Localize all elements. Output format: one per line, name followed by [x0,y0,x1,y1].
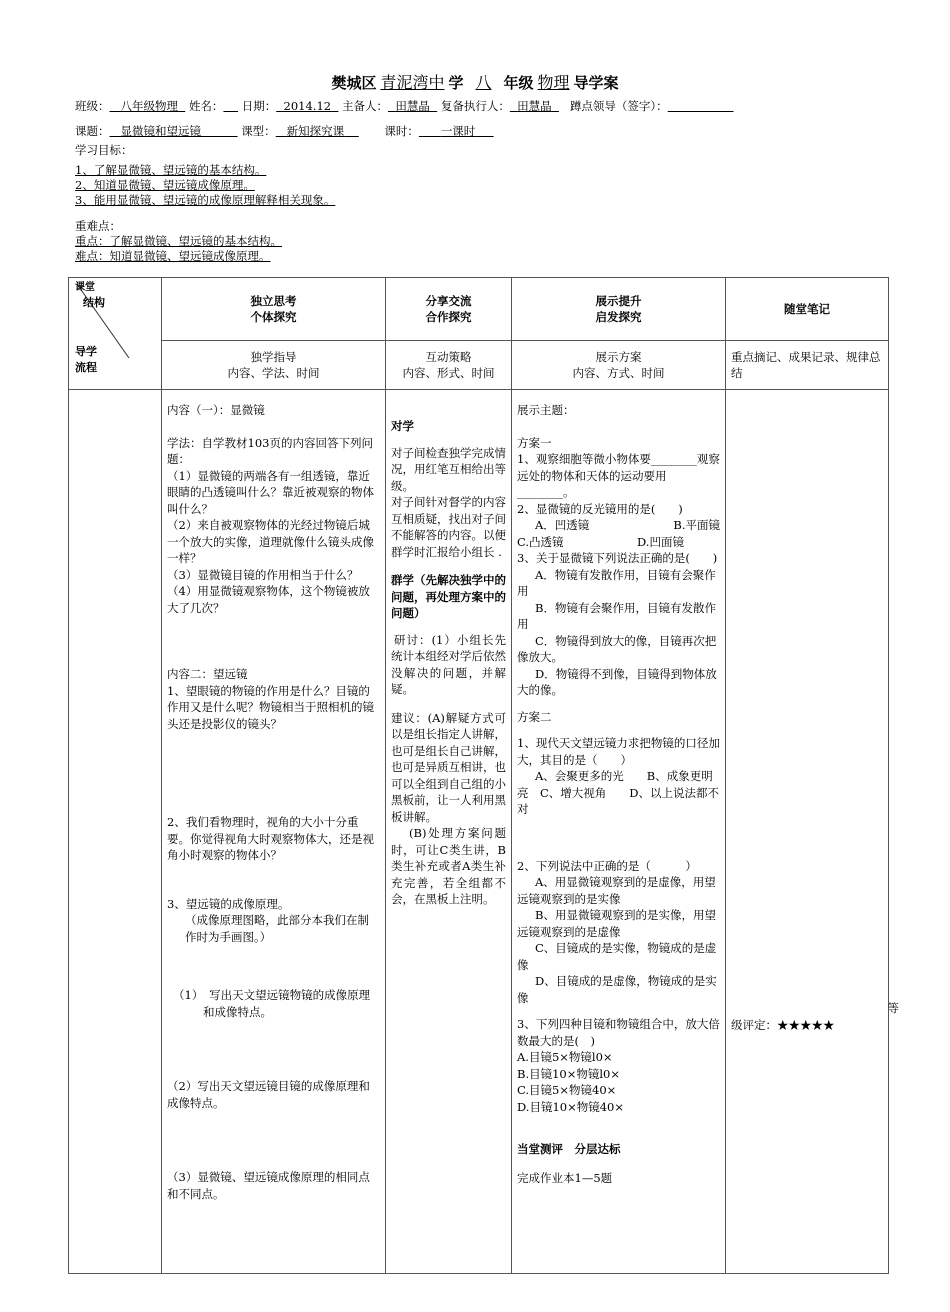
key-points: 重难点： 重点：了解显微镜、望远镜的基本结构。 难点：知道显微镜、望远镜成像原理。 [75,219,282,263]
subheader-col-1: 独学指导 内容、学法、时间 [162,341,386,390]
body-col-1: 内容（一）：显微镜 学法：自学教材103页的内容回答下列问题： （1）显微镜的两端各有一组透镜，靠近眼睛的凸透镜叫什么？靠近被观察的物体叫什么？ （2）来自被观察物体的光经过物镜后城一个放大的实像，道理就像什么镜头成像一样？ （3）显微镜目镜的作用相当于什么？ （4）用显微镜观察物体，这个物镜被放大了几次？ 内容二：望远镜 1、望眼镜的物镜的作用是什么？目镜的作用又是什么呢？物镜相当于照相机的镜头还是投影仪的镜头？ 2、我们看物理时，视角的大小十分重要。你觉得视角大时观察物体大，还是视角小时观察的物体小？ 3、望远镜的成像原理。 （成像原理图略，此部分本我们在制作时为手画图。） （1） 写出天文望远镜物镜的成像原理和成像特点。 （2）写出天文望远镜目镜的成像原理和成像特点。 （3）显微镜、望远镜成像原理的相同点和不同点。 [162,390,386,1274]
body-col-2: 对学 对子间检查独学完成情况，用红笔互相给出等级。 对子间针对督学的内容互相质疑，找出对子间不能解答的内容。以便群学时汇报给小组长 . 群学（先解决独学中的问题，再处理方案中的问题） 研讨：(1）小组长先统计本组经对学后依然没解决的问题，并解疑。 建议：(A)解疑方式可以是组长指定人讲解，也可是组长自己讲解，也可是异质互相讲，也可以全组到自己组的小黑板前，让一人利用黑板讲解。 (B)处理方案问题时，可让C类生讲，B类生补充或者A类生补充完善，若全组都不会，在黑板上注明。 [386,390,512,1274]
subheader-col-3: 展示方案 内容、方式、时间 [512,341,726,390]
learning-goals: 学习目标： 1、了解显微镜、望远镜的基本结构。 2、知道显微镜、望远镜成像原理。 3、能用显微镜、望远镜的成像原理解释相关现象。 [75,143,336,207]
header-col-4: 随堂笔记 [726,278,889,341]
subheader-col-2: 互动策略 内容、形式、时间 [386,341,512,390]
info-line-2: 课题： 显微镜和望远镜 课型： 新知探究课 课时： 一课时 [75,124,476,138]
body-col-4 [726,390,899,1274]
subheader-col-4: 重点摘记、成果记录、规律总结 [726,341,889,390]
header-col-1: 独立思考 个体探究 [162,278,386,341]
rating-stars: ★★★★★ [777,1017,835,1032]
guide-table [68,277,899,1274]
body-col-0 [69,390,162,1274]
body-col-3: 展示主题： 方案一 1、观察细胞等微小物体要________观察远处的物体和天体的运动要用________。 2、显微镜的反光镜用的是( ) A．凹透镜 B.平面镜 C.凸透镜 D.凹面镜 3、关于显微镜下列说法正确的是( ) A．物镜有发散作用，目镜有会聚作用 B．物镜有会聚作用，目镜有发散作用 C．物镜得到放大的像，目镜再次把像放大。 D．物镜得不到像，目镜得到物体放大的像。 方案二 1、现代天文望远镜力求把物镜的口径加大，其目的是（ ） A、会聚更多的光 B、成象更明亮 C、增大视角 D、以上说法都不对 2、下列说法中正确的是（ ） A、用显微镜观察到的是虚像，用望远镜观察到的是实像 B、用显微镜观察到的是实像，用望远镜观察到的是虚像 C、目镜成的是实像，物镜成的是虚像 D、目镜成的是虚像，物镜成的是实像 3、下列四种目镜和物镜组合中，放大倍数最大的是( ) A.目镜5×物镜l0× B.目镜10×物镜l0× C.目镜5×物镜40× D.目镜10×物镜40× 当堂测评 分层达标 完成作业本1—5题 [512,390,726,1274]
rating: 等 级评定：★★★★★ [731,1001,899,1032]
header-col-3: 展示提升 启发探究 [512,278,726,341]
page-title: 樊城区 青泥湾中 学 八 年级 物理 导学案 [331,73,619,92]
info-line-1: 班级： 八年级物理 姓名： 日期： 2014.12 主备人： 田慧晶 复备执行人： 田慧晶 蹲点领导（签字）： [75,99,668,113]
table-corner-cell: 课堂 结构 导学 流程 [69,278,162,390]
header-col-2: 分享交流 合作探究 [386,278,512,341]
